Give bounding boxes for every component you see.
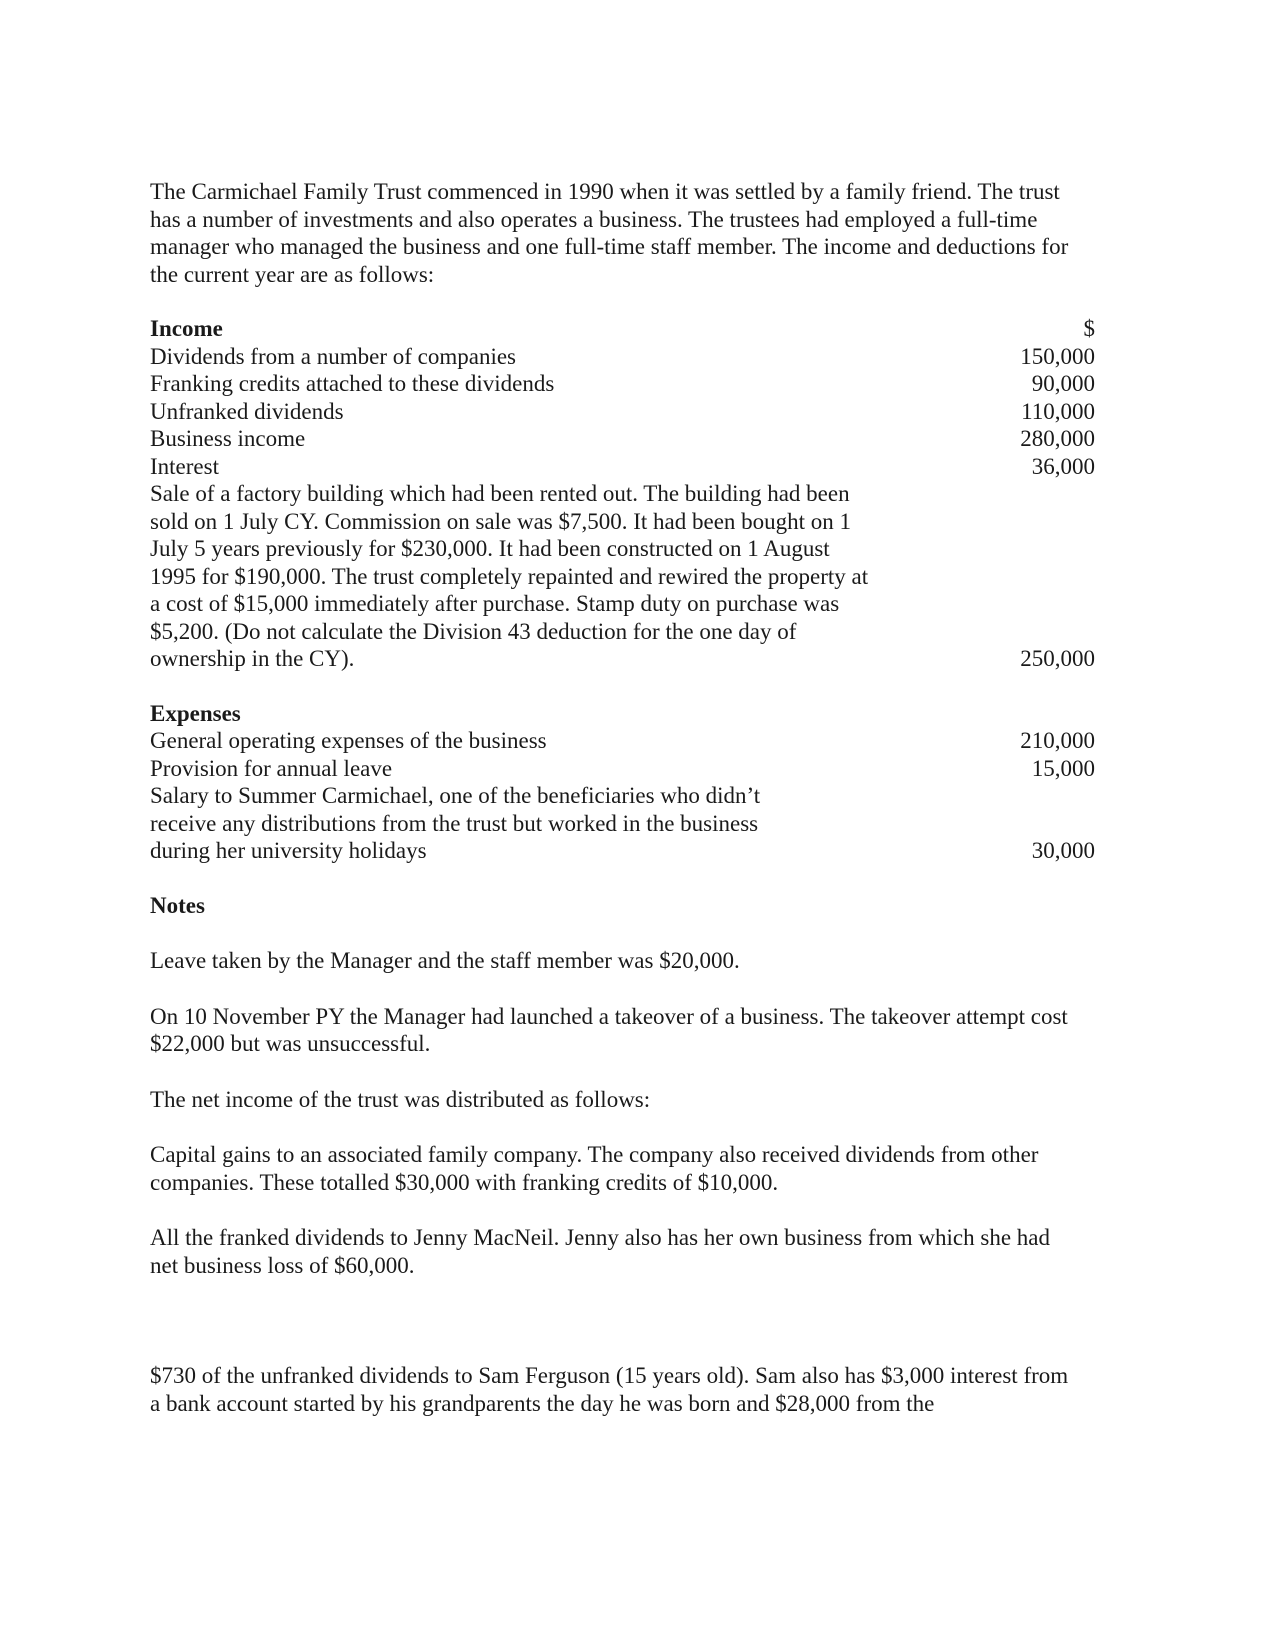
income-amount: 280,000 bbox=[1020, 426, 1095, 451]
income-amount: 110,000 bbox=[1021, 398, 1095, 424]
income-label: Sale of a factory building which had been rented out. The building had been sold on 1 July CY. Commission on sale was $7,500. It had been bought on 1 July 5 years previously for $230,000. It had been constructed on 1 August 1995 for $190,000. The trust completely repainted and rewired the property at a cost of $15,000 immediately after purchase. Stamp duty on purchase was $5,200. (Do not calculate the Division 43 deduction for the one day of ownership in the CY). bbox=[150, 481, 869, 671]
expense-row bbox=[150, 727, 1095, 755]
income-label: Business income bbox=[150, 426, 306, 451]
note-paragraph: The net income of the trust was distributed as follows: bbox=[150, 1086, 651, 1112]
income-label: Unfranked dividends bbox=[150, 398, 344, 424]
income-amount: 150,000 bbox=[1020, 343, 1095, 369]
notes-section bbox=[150, 892, 1110, 1418]
income-row bbox=[150, 370, 1095, 398]
expenses-heading: Expenses bbox=[150, 700, 241, 726]
income-label: Dividends from a number of companies bbox=[150, 343, 516, 369]
income-row bbox=[150, 343, 1095, 371]
document-page bbox=[150, 178, 1110, 1417]
expense-row bbox=[150, 755, 1095, 783]
expenses-header-row bbox=[150, 700, 1095, 728]
expense-row-salary bbox=[150, 782, 1095, 865]
income-expenses-statement bbox=[150, 315, 1095, 865]
income-row bbox=[150, 425, 1095, 453]
income-row-factory-sale bbox=[150, 480, 1095, 673]
note-paragraph: Leave taken by the Manager and the staff member was $20,000. bbox=[150, 948, 740, 973]
currency-symbol: $ bbox=[1083, 316, 1095, 341]
note-paragraph: $730 of the unfranked dividends to Sam Ferguson (15 years old). Sam also has $3,000 interest from a bank account started by his grandparents the day he was born and $28,000 from the bbox=[150, 1363, 1069, 1416]
income-label: Franking credits attached to these dividends bbox=[150, 371, 555, 396]
income-row bbox=[150, 453, 1095, 481]
income-heading: Income bbox=[150, 316, 223, 341]
expense-label: Provision for annual leave bbox=[150, 755, 393, 781]
expense-label: General operating expenses of the business bbox=[150, 728, 547, 753]
income-amount: 250,000 bbox=[1020, 646, 1095, 671]
expense-amount: 30,000 bbox=[1031, 838, 1095, 863]
income-header-row bbox=[150, 315, 1095, 343]
intro-paragraph: The Carmichael Family Trust commenced in 1990 when it was settled by a family friend. The trust has a number of investments and also operates a business. The trustees had employed a full-time manager who managed the business and one full-time staff member. The income and deductions for the current year are as follows: bbox=[150, 179, 1069, 287]
note-paragraph: All the franked dividends to Jenny MacNeil. Jenny also has her own business from which she had net business loss of $60,000. bbox=[150, 1225, 1051, 1278]
note-paragraph: On 10 November PY the Manager had launched a takeover of a business. The takeover attempt cost $22,000 but was unsuccessful. bbox=[150, 1003, 1068, 1056]
notes-heading: Notes bbox=[150, 892, 205, 918]
income-label: Interest bbox=[150, 453, 219, 479]
income-amount: 36,000 bbox=[1031, 453, 1095, 479]
expense-amount: 15,000 bbox=[1031, 755, 1095, 781]
income-amount: 90,000 bbox=[1031, 371, 1095, 396]
expense-label: Salary to Summer Carmichael, one of the beneficiaries who didn’t receive any distributions from the trust but worked in the business during her university holidays bbox=[150, 783, 761, 863]
expense-amount: 210,000 bbox=[1020, 728, 1095, 753]
note-paragraph: Capital gains to an associated family company. The company also received dividends from other companies. These totalled $30,000 with franking credits of $10,000. bbox=[150, 1142, 1039, 1195]
income-row bbox=[150, 398, 1095, 426]
